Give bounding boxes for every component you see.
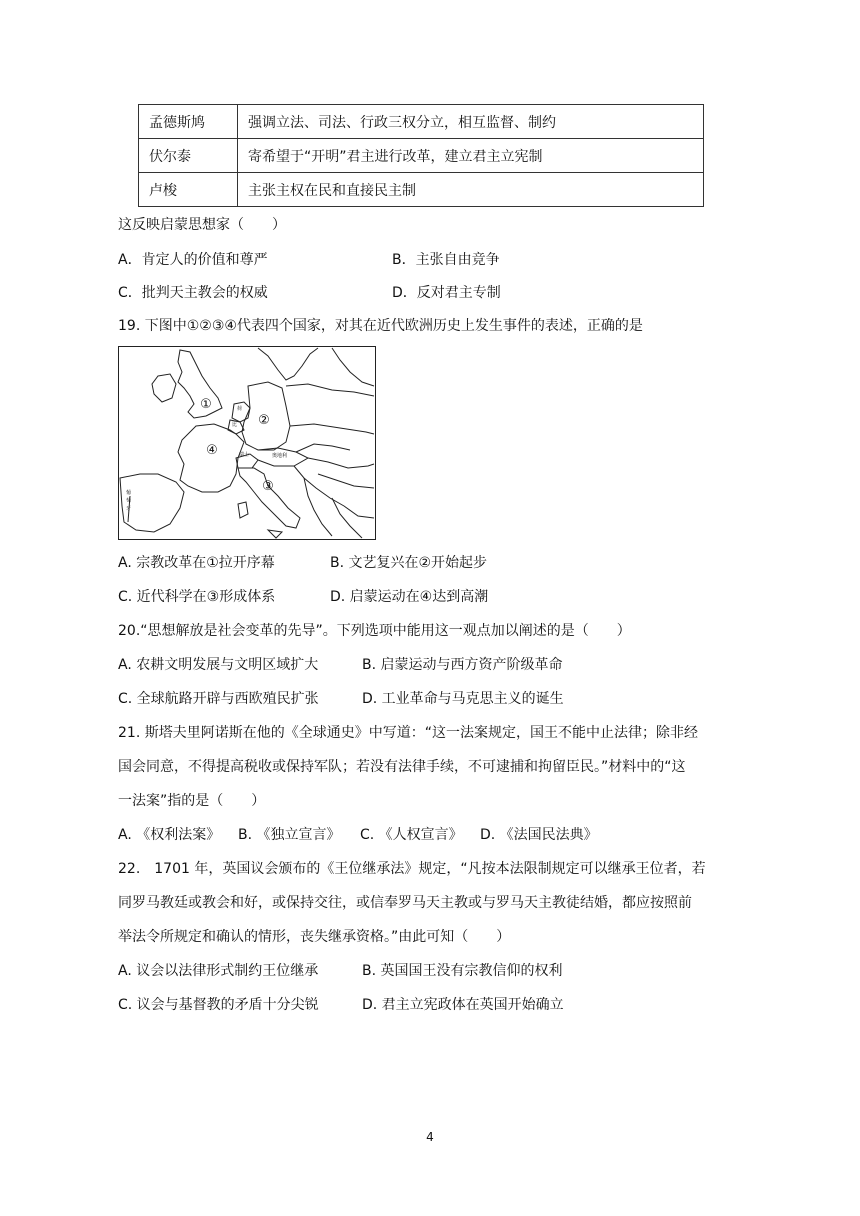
thinker-name: 卢梭 [139,173,238,207]
q19-option-d: D. 启蒙运动在④达到高潮 [330,589,489,605]
q18-option-c: C．批判天主教会的权威 [118,285,268,301]
q21-option-d: D. 《法国民法典》 [480,827,598,843]
q18-option-a: A．肯定人的价值和尊严 [118,252,268,268]
map-label-austria: 奥地利 [272,453,288,459]
table-row [139,105,704,139]
q18-option-b: B．主张自由竞争 [392,252,500,268]
q20-stem: 20.“思想解放是社会变革的先导”。下列选项中能用这一观点加以阐述的是（ ） [118,623,631,639]
table-row [139,139,704,173]
q20-option-b: B. 启蒙运动与西方资产阶级革命 [362,657,563,673]
q22-option-a: A. 议会以法律形式制约王位继承 [118,963,319,979]
q20-option-d: D. 工业革命与马克思主义的诞生 [362,691,564,707]
thinker-idea: 强调立法、司法、行政三权分立，相互监督、制约 [238,105,704,139]
q20-option-a: A. 农耕文明发展与文明区域扩大 [118,657,319,673]
table-row [139,173,704,207]
map-label-portugal-2: 萄 [126,498,132,504]
map-label-portugal-1: 葡 [126,490,132,496]
q21-line-2: 国会同意，不得提高税收或保持军队；若没有法律手续，不可逮捕和拘留臣民。”材料中的“这 [118,759,686,775]
q21-option-a: A. 《权利法案》 [118,827,221,843]
map-label-swiss: 瑞士 [239,452,250,458]
q21-option-c: C. 《人权宣言》 [360,827,463,843]
map-label-3: ③ [262,479,274,494]
map-label-belgium: 比 [232,422,238,428]
europe-map [118,346,376,540]
thinkers-table [138,104,704,207]
q22-option-c: C. 议会与基督教的矛盾十分尖锐 [118,997,319,1013]
q22-option-d: D. 君主立宪政体在英国开始确立 [362,997,564,1013]
q18-stem: 这反映启蒙思想家（ ） [118,217,286,233]
page-number: 4 [426,1130,434,1144]
q20-option-c: C. 全球航路开辟与西欧殖民扩张 [118,691,319,707]
q21-line-3: 一法案”指的是（ ） [118,793,266,809]
q21-line-1: 21. 斯塔夫里阿诺斯在他的《全球通史》中写道：“这一法案规定，国王不能中止法律；除非经 [118,725,698,741]
thinker-name: 孟德斯鸠 [139,105,238,139]
q22-option-b: B. 英国国王没有宗教信仰的权利 [362,963,563,979]
q18-option-d: D．反对君主专制 [392,285,501,301]
q19-option-a: A. 宗教改革在①拉开序幕 [118,555,275,571]
map-label-portugal-3: 牙 [126,506,132,512]
q22-line-3: 举法令所规定和确认的情形，丧失继承资格。”由此可知（ ） [118,929,511,945]
thinker-idea: 寄希望于“开明”君主进行改革，建立君主立宪制 [238,139,704,173]
thinker-idea: 主张主权在民和直接民主制 [238,173,704,207]
q19-stem: 19. 下图中①②③④代表四个国家，对其在近代欧洲历史上发生事件的表述，正确的是 [118,318,643,334]
q21-option-b: B. 《独立宣言》 [238,827,341,843]
q22-line-1: 22. 1701 年，英国议会颁布的《王位继承法》规定，“凡按本法限制规定可以继承王位者，若 [118,861,706,877]
map-label-1: ① [200,397,212,412]
thinker-name: 伏尔泰 [139,139,238,173]
q19-option-b: B. 文艺复兴在②开始起步 [330,555,488,571]
q22-line-2: 同罗马教廷或教会和好，或保持交往，或信奉罗马天主教或与罗马天主教徒结婚，都应按照前 [118,895,692,911]
q19-option-c: C. 近代科学在③形成体系 [118,589,276,605]
map-label-4: ④ [206,443,218,458]
map-label-2: ② [258,413,270,428]
map-label-netherlands: 荷 [237,406,243,412]
